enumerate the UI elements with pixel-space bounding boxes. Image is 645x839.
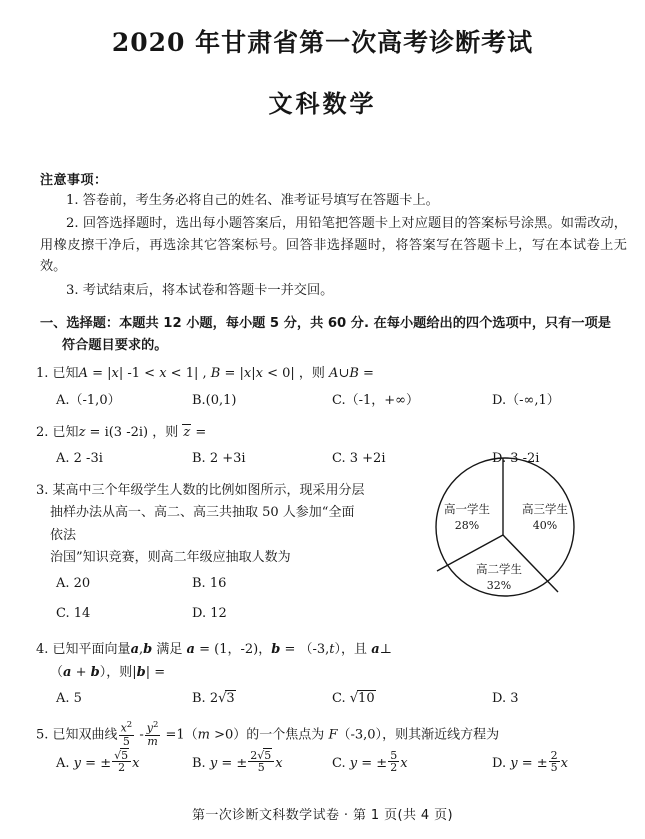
question-2-stem-prefix: 已知 (52, 424, 79, 440)
question-1-options (36, 390, 627, 416)
question-3-number: 3. (36, 482, 49, 498)
question-2-option-c[interactable]: C. 3 +2i (332, 450, 386, 466)
question-4-stem-pre: 已知平面向量 (52, 642, 131, 658)
notes-block (40, 169, 627, 301)
question-1-option-d[interactable]: D.（-∞,1） (492, 392, 560, 408)
question-4-option-b-text: B. 2 (192, 691, 219, 707)
question-3-line-2: 抽样办法从高一、高二、高三共抽取 50 人参加“全面依法 (50, 505, 355, 543)
pie-slice-percent-grade2: 32% (486, 578, 512, 592)
subject-title: 文科数学 (268, 90, 377, 118)
question-4-stem-mid: 满足 (156, 642, 183, 658)
question-5-option-a-label: A. (56, 755, 70, 771)
question-4-number: 4. (36, 642, 49, 658)
question-5-option-c[interactable]: C. y = ± $\frac{5}{2}$ x (332, 748, 408, 775)
question-5-stem-post: 的一个焦点为 (246, 727, 325, 743)
notes-item-2: 2. 回答选择题时，选出每小题答案后，用铅笔把答题卡上对应题目的答案标号涂黑。如需改动，用橡皮擦干净后，再选涂其它答案标号。回答非选择题时，将答案写在答题卡上，写在本试卷上无效。 (40, 216, 627, 275)
question-3-line-3: 治国”知识竞赛，则高二年级应抽取人数为 (50, 550, 291, 566)
question-1-number: 1. (36, 366, 49, 382)
question-4-line-2: （a + b），则|b| = (50, 664, 166, 680)
question-5-stem-pre: 已知双曲线 (52, 727, 118, 743)
question-2-option-a[interactable]: A. 2 -3i (56, 450, 103, 466)
question-4-stem-line2-end: ，则 (106, 664, 133, 680)
notes-item-3: 3. 考试结束后，将本试卷和答题卡一并交回。 (66, 282, 334, 298)
pie-slice-name-grade2: 高二学生 (476, 562, 522, 576)
question-2-option-d[interactable]: D. 3 -2i (492, 450, 540, 466)
question-5-option-d[interactable]: D. y = ± $\frac{2}{5}$ x (492, 748, 568, 775)
question-5 (36, 722, 627, 796)
question-5-line-1: 5. 已知双曲线 $\frac{x^2}{5}$ - $\frac{y^2}{m}$ =1（m >0）的一个焦点为 F（-3,0），则其渐近线方程为 (36, 720, 500, 748)
question-5-option-a[interactable]: A. y = ± $\frac{√5}{2}$ x (56, 748, 140, 775)
question-3-options-row2 (36, 603, 366, 629)
question-1-stem: 1. 已知A = |x| -1 < x < 1| , B = |x|x < 0| ，则 A∪B = (36, 366, 374, 382)
section-heading-line1: 一、选择题：本题共 12 小题，每小题 5 分，共 60 分. 在每小题给出的四个选项中，只有一项是 (40, 315, 611, 331)
question-3-option-a[interactable]: A. 20 (56, 576, 91, 592)
pie-slice-percent-grade3: 40% (532, 518, 558, 532)
question-4-option-d[interactable]: D. 3 (492, 691, 519, 707)
pie-slice-label-grade2 (461, 561, 537, 594)
question-3-option-b[interactable]: B. 16 (192, 576, 227, 592)
question-5-option-b[interactable]: B. y = ± $\frac{2√5}{5}$ x (192, 748, 283, 775)
question-3-option-c[interactable]: C. 14 (56, 606, 91, 622)
question-4-options (36, 688, 627, 714)
pie-chart-figure (415, 455, 600, 597)
notes-item-1: 1. 答卷前，考生务必将自己的姓名、准考证号填写在答题卡上。 (66, 193, 439, 208)
question-1 (36, 363, 627, 415)
question-4-stem-end: ，且 (341, 642, 368, 658)
question-1-stem-suffix: ，则 (298, 366, 325, 382)
question-3 (36, 480, 366, 629)
question-1-option-c[interactable]: C.（-1，+∞） (332, 392, 420, 408)
question-1-option-a[interactable]: A.（-1,0） (56, 392, 121, 408)
pie-slice-name-grade1: 高一学生 (444, 502, 490, 516)
exam-title: 2020 年甘肃省第一次高考诊断考试 (111, 28, 534, 57)
question-5-stem-end: ，则其渐近线方程为 (382, 727, 500, 743)
question-4 (36, 639, 627, 714)
question-5-option-d-label: D. (492, 755, 507, 771)
question-4-option-c-text: C. (332, 691, 350, 707)
question-4-option-b[interactable]: B. 2√3 (192, 691, 235, 707)
question-2-number: 2. (36, 424, 49, 440)
question-1-option-b[interactable]: B.(0,1) (192, 392, 237, 408)
question-2-stem: 2. 已知z = i(3 -2i) ，则 z = (36, 424, 207, 440)
pie-slice-label-grade1 (429, 501, 505, 534)
question-5-option-c-label: C. (332, 755, 346, 771)
page-footer: 第一次诊断文科数学试卷 · 第 1 页(共 4 页) (191, 808, 453, 823)
section-heading-line2: 符合题目要求的。 (62, 338, 168, 354)
pie-slice-name-grade3: 高三学生 (522, 502, 568, 516)
question-2-stem-suffix: ，则 (152, 424, 179, 440)
question-2-option-b[interactable]: B. 2 +3i (192, 450, 246, 466)
question-5-options (36, 748, 627, 797)
pie-slice-percent-grade1: 28% (454, 518, 480, 532)
question-3-options-row1 (36, 573, 366, 599)
question-4-option-a[interactable]: A. 5 (56, 691, 82, 707)
question-5-number: 5. (36, 727, 49, 743)
question-3-stem-line1: 某高中三个年级学生人数的比例如图所示，现采用分层 (52, 482, 365, 498)
question-4-line-1: 4. 已知平面向量a,b 满足 a = (1，-2)，b = （-3,t），且 a⊥ (36, 642, 392, 658)
question-5-option-b-label: B. (192, 755, 206, 771)
pie-slice-label-grade3 (507, 501, 583, 534)
question-4-option-c[interactable]: C. √10 (332, 691, 375, 707)
question-3-option-d[interactable]: D. 12 (192, 606, 227, 622)
notes-heading: 注意事项： (40, 173, 108, 188)
question-1-stem-prefix: 已知 (52, 366, 79, 382)
question-3-line-1 (36, 480, 366, 502)
